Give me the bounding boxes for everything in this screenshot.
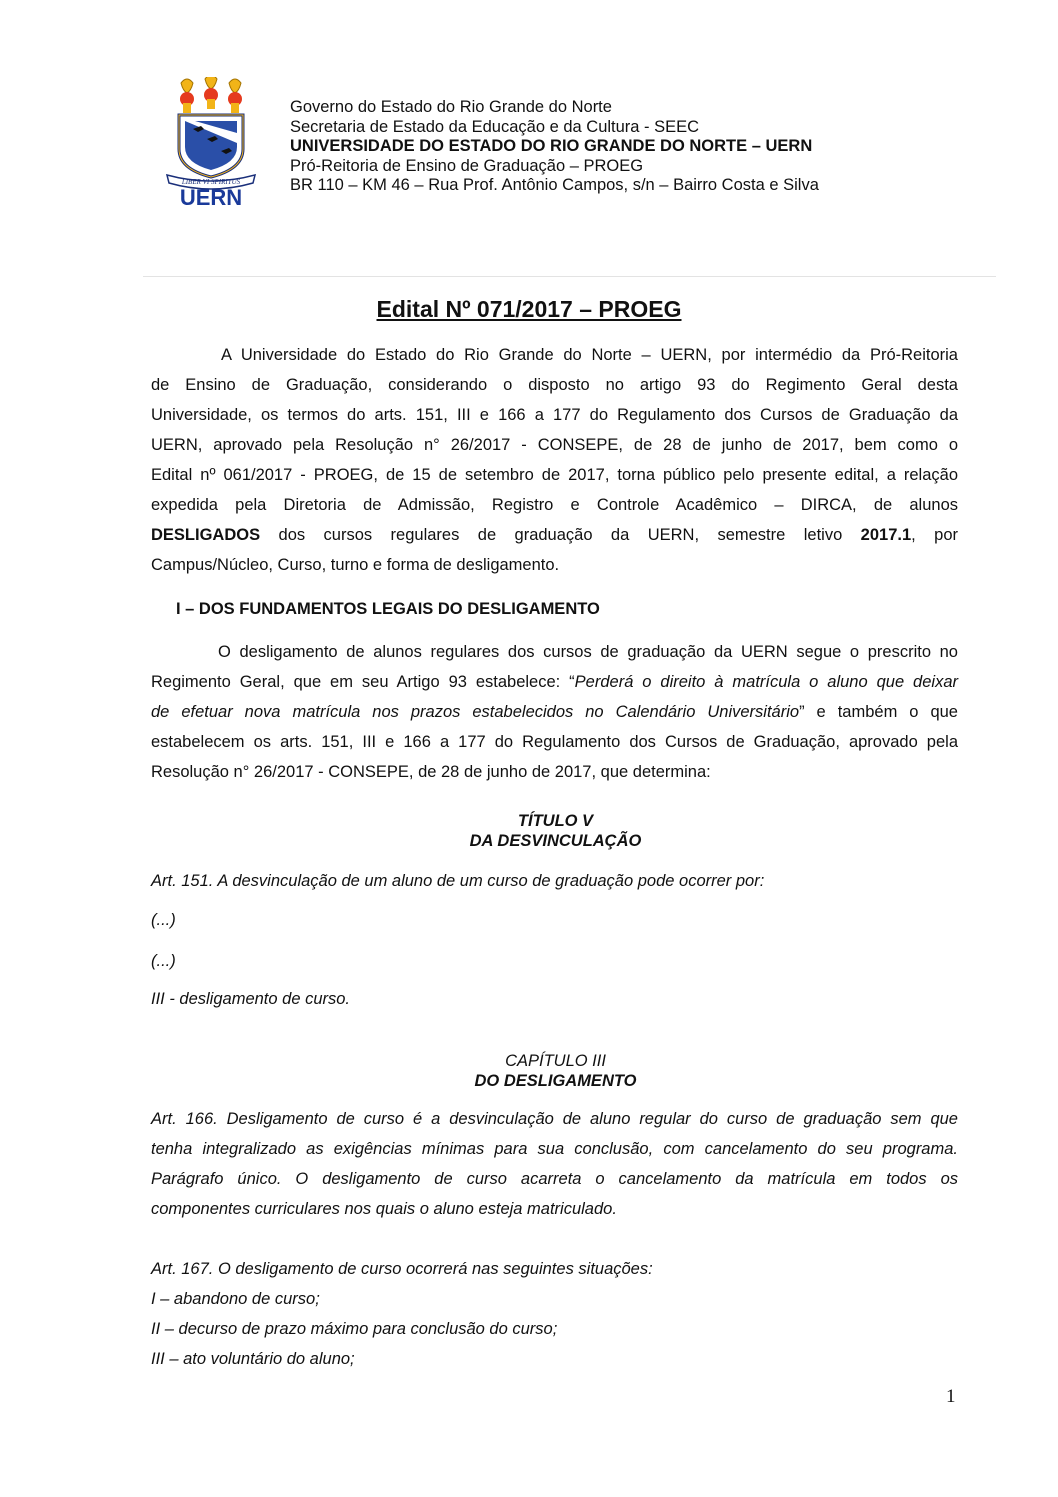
art166-line: Parágrafo único. O desligamento de curso acarreta o cancelamento da matrícula em todos os [151, 1170, 958, 1188]
art166-paragraph [151, 1104, 958, 1224]
uern-logo [163, 77, 259, 207]
art166-line: Art. 166. Desligamento de curso é a desvinculação de aluno regular do curso de graduação sem que [151, 1110, 958, 1128]
header-line-address: BR 110 – KM 46 – Rua Prof. Antônio Campos, s/n – Bairro Costa e Silva [290, 176, 819, 194]
intro-line: A Universidade do Estado do Rio Grande do Norte – UERN, por intermédio da Pró-Reitoria [221, 346, 958, 364]
art151-text: Art. 151. A desvinculação de um aluno de um curso de graduação pode ocorrer por: [151, 872, 765, 890]
intro-line [151, 520, 958, 550]
logo-motto: LIBER VI SPIRITUS [181, 178, 241, 186]
capitulo-line: DO DESLIGAMENTO [474, 1072, 637, 1090]
section-heading-fundamentos: I – DOS FUNDAMENTOS LEGAIS DO DESLIGAMENTO [176, 600, 600, 618]
intro-line: Universidade, os termos do arts. 151, III e 166 a 177 do Regulamento dos Cursos de Graduação da [151, 406, 958, 424]
art167-item: II – decurso de prazo máximo para conclusão do curso; [151, 1320, 558, 1338]
art167-item: I – abandono de curso; [151, 1290, 320, 1308]
page-number: 1 [946, 1386, 956, 1407]
header-line-secretariat: Secretaria de Estado da Educação e da Cultura - SEEC [290, 117, 700, 136]
titulo-line: DA DESVINCULAÇÃO [469, 832, 642, 850]
ellipsis: (...) [151, 952, 176, 970]
intro-text: dos cursos regulares de graduação da UERN, semestre letivo [260, 526, 861, 544]
institution-header [290, 98, 819, 196]
titulo-line: TÍTULO V [517, 812, 594, 830]
section1-line [151, 697, 958, 727]
capitulo-heading [0, 1051, 1058, 1091]
capitulo-line: CAPÍTULO III [505, 1052, 606, 1070]
intro-line: de Ensino de Graduação, considerando o disposto no artigo 93 do Regimento Geral desta [151, 376, 958, 394]
intro-line: Campus/Núcleo, Curso, turno e forma de desligamento. [151, 556, 560, 574]
art167-paragraph [151, 1254, 958, 1374]
header-line-government: Governo do Estado do Rio Grande do Norte [290, 98, 612, 116]
quote-text: de efetuar nova matrícula nos prazos estabelecidos no Calendário Universitário [151, 703, 800, 721]
intro-text: , por [911, 526, 958, 544]
intro-line: Edital nº 061/2017 - PROEG, de 15 de setembro de 2017, torna público pelo presente edital, a relação [151, 466, 958, 484]
header-line-university: UNIVERSIDADE DO ESTADO DO RIO GRANDE DO NORTE – UERN [290, 137, 813, 155]
art167-line: Art. 167. O desligamento de curso ocorrerá nas seguintes situações: [151, 1260, 653, 1278]
intro-paragraph [151, 340, 958, 580]
header-divider [143, 276, 996, 277]
section1-text: ” e também o que [799, 703, 958, 721]
semester-bold: 2017.1 [860, 526, 912, 544]
section1-line: O desligamento de alunos regulares dos cursos de graduação da UERN segue o prescrito no [218, 643, 958, 661]
desligados-bold: DESLIGADOS [151, 526, 261, 544]
titulo-heading [0, 811, 1058, 851]
section1-text: Regimento Geral, que em seu Artigo 93 estabelece: “ [151, 673, 575, 691]
art166-line: tenha integralizado as exigências mínimas para sua conclusão, com cancelamento do seu programa. [151, 1140, 958, 1158]
document-title: Edital Nº 071/2017 – PROEG [376, 296, 682, 322]
ellipsis: (...) [151, 911, 176, 929]
intro-line: UERN, aprovado pela Resolução n° 26/2017 - CONSEPE, de 28 de junho de 2017, bem como o [151, 436, 958, 454]
section1-line: estabelecem os arts. 151, III e 166 a 177 do Regulamento dos Cursos de Graduação, aprovado pela [151, 733, 958, 751]
intro-line: expedida pela Diretoria de Admissão, Registro e Controle Acadêmico – DIRCA, de alunos [151, 496, 958, 514]
logo-acronym: UERN [179, 185, 243, 207]
art167-item: III – ato voluntário do aluno; [151, 1350, 355, 1368]
art151-item: III - desligamento de curso. [151, 990, 351, 1008]
quote-text: Perderá o direito à matrícula o aluno que deixar [574, 673, 958, 691]
section1-paragraph [151, 637, 958, 787]
section1-line [151, 667, 958, 697]
art166-line: componentes curriculares nos quais o aluno esteja matriculado. [151, 1200, 617, 1218]
header-line-proeg: Pró-Reitoria de Ensino de Graduação – PROEG [290, 156, 644, 175]
section1-line: Resolução n° 26/2017 - CONSEPE, de 28 de junho de 2017, que determina: [151, 763, 711, 781]
